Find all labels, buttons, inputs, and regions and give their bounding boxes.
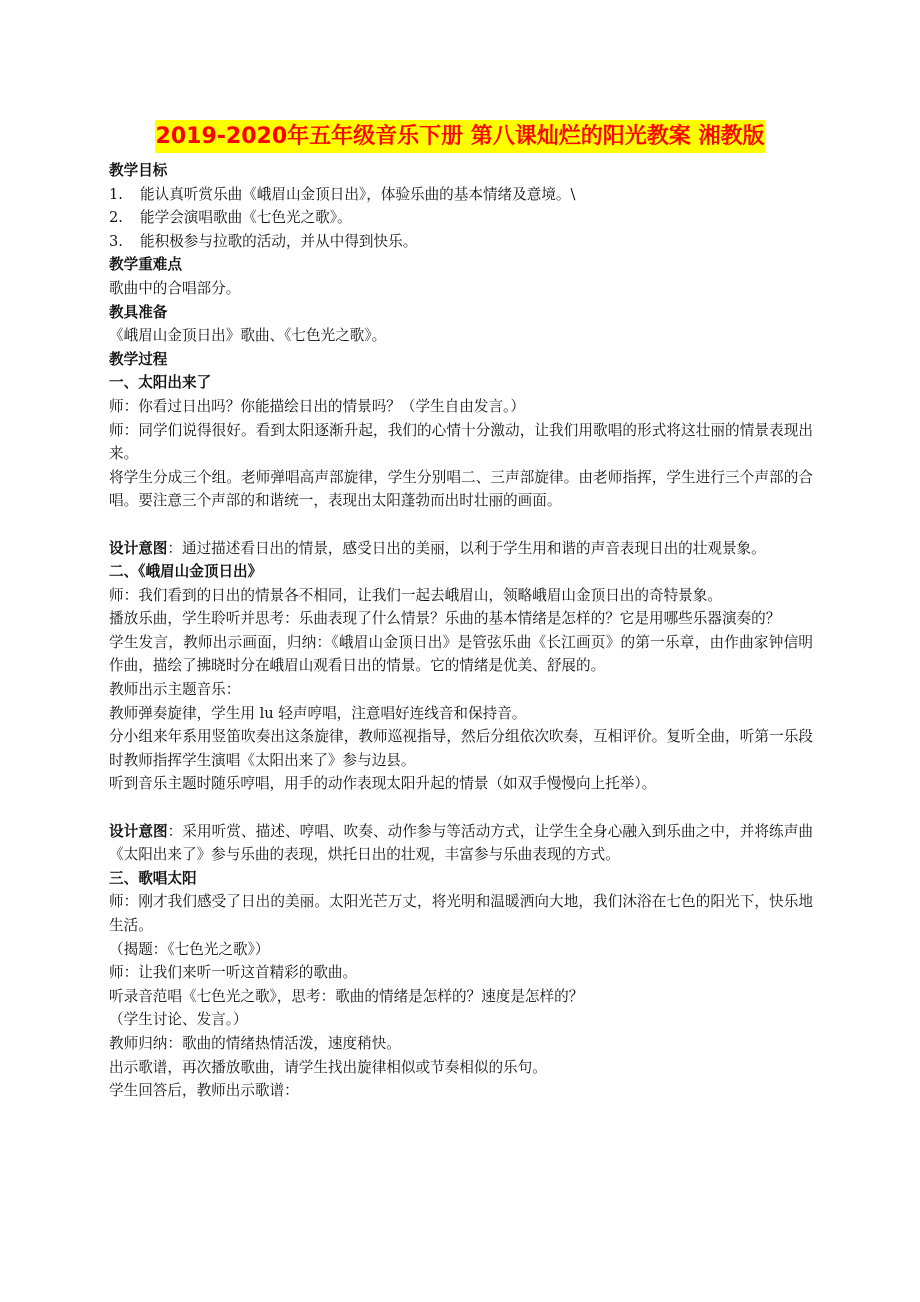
- paragraph: （学生讨论、发言。）: [109, 1011, 248, 1029]
- objective-number: 2.: [109, 209, 123, 227]
- design-intent-text: ：通过描述看日出的情景，感受日出的美丽，以利于学生用和谐的声音表现日出的壮观景象。: [167, 539, 766, 557]
- document-title: 2019-2020年五年级音乐下册 第八课灿烂的阳光教案 湘教版: [155, 120, 766, 153]
- paragraph: 教师归纳：歌曲的情绪热情活泼，速度稍快。: [109, 1034, 401, 1052]
- paragraph: 师：让我们来听一听这首精彩的歌曲。: [109, 964, 358, 982]
- objective-text: 能认真听赏乐曲《峨眉山金顶日出》，体验乐曲的基本情绪及意境。\: [140, 185, 576, 203]
- paragraph: 将学生分成三个组。老师弹唱高声部旋律，学生分别唱二、三声部旋律。由老师指挥，学生进行三个声部的合唱。要注意三个声部的和谐统一，表现出太阳蓬勃而出时壮丽的画面。: [109, 468, 813, 510]
- heading-part-3: 三、歌唱太阳: [109, 869, 197, 887]
- objective-item: [109, 183, 813, 207]
- heading-process: 教学过程: [109, 350, 168, 368]
- objective-number: 1.: [109, 185, 123, 203]
- title-container: [0, 120, 920, 153]
- document-body: [109, 159, 813, 1103]
- design-intent-1: [109, 537, 813, 561]
- objective-number: 3.: [109, 232, 123, 250]
- paragraph: 师：我们看到的日出的情景各不相同，让我们一起去峨眉山，领略峨眉山金顶日出的奇特景象。: [109, 586, 722, 604]
- key-points-text: 歌曲中的合唱部分。: [109, 279, 241, 297]
- paragraph: 学生发言，教师出示画面，归纳：《峨眉山金顶日出》是管弦乐曲《长江画页》的第一乐章，由作曲家钟信明作曲，描绘了拂晓时分在峨眉山观看日出的情景。它的情绪是优美、舒展的。: [109, 633, 813, 675]
- paragraph: 师：刚才我们感受了日出的美丽。太阳光芒万丈，将光明和温暖洒向大地，我们沐浴在七色的阳光下，快乐地生活。: [109, 893, 813, 934]
- design-intent-2: [109, 820, 813, 867]
- blank-line: [109, 513, 813, 537]
- objective-item: [109, 206, 813, 230]
- objective-text: 能学会演唱歌曲《七色光之歌》。: [140, 209, 352, 227]
- design-intent-label: 设计意图: [109, 539, 168, 557]
- paragraph: 出示歌谱，再次播放歌曲，请学生找出旋律相似或节奏相似的乐句。: [109, 1058, 547, 1076]
- objective-text: 能积极参与拉歌的活动，并从中得到快乐。: [140, 232, 418, 250]
- design-intent-label: 设计意图: [109, 822, 168, 840]
- paragraph: 听到音乐主题时随乐哼唱，用手的动作表现太阳升起的情景（如双手慢慢向上托举）。: [109, 775, 657, 793]
- paragraph: 教师出示主题音乐：: [109, 681, 241, 699]
- paragraph: 师：你看过日出吗？你能描绘日出的情景吗？（学生自由发言。）: [109, 397, 525, 415]
- paragraph: 播放乐曲，学生聆听并思考：乐曲表现了什么情景？乐曲的基本情绪是怎样的？它是用哪些乐器演奏的？: [109, 610, 781, 628]
- blank-line: [109, 796, 813, 820]
- heading-objectives: 教学目标: [109, 162, 168, 179]
- paragraph: 分小组来年系用竖笛吹奏出这条旋律，教师巡视指导，然后分组依次吹奏，互相评价。复听全曲，听第一乐段时教师指挥学生演唱《太阳出来了》参与边县。: [109, 728, 813, 769]
- paragraph: （揭题：《七色光之歌》）: [109, 940, 270, 958]
- materials-text: 《峨眉山金顶日出》歌曲、《七色光之歌》。: [109, 327, 387, 345]
- heading-materials: 教具准备: [109, 303, 168, 321]
- heading-key-points: 教学重难点: [109, 256, 182, 274]
- design-intent-text: ：采用听赏、描述、哼唱、吹奏、动作参与等活动方式，让学生全身心融入到乐曲之中，并将练声曲《太阳出来了》参与乐曲的表现，烘托日出的壮观，丰富参与乐曲表现的方式。: [109, 822, 813, 864]
- paragraph: 师：同学们说得很好。看到太阳逐渐升起，我们的心情十分激动，让我们用歌唱的形式将这壮丽的情景表现出来。: [109, 421, 813, 463]
- paragraph: 听录音范唱《七色光之歌》，思考：歌曲的情绪是怎样的？速度是怎样的？: [109, 987, 584, 1005]
- heading-part-1: 一、太阳出来了: [109, 374, 212, 392]
- paragraph: 教师弹奏旋律，学生用 lu 轻声哼唱，注意唱好连线音和保持音。: [109, 704, 527, 722]
- paragraph: 学生回答后，教师出示歌谱：: [109, 1082, 299, 1100]
- heading-part-2: 二、《峨眉山金顶日出》: [109, 563, 263, 581]
- objective-item: [109, 230, 813, 254]
